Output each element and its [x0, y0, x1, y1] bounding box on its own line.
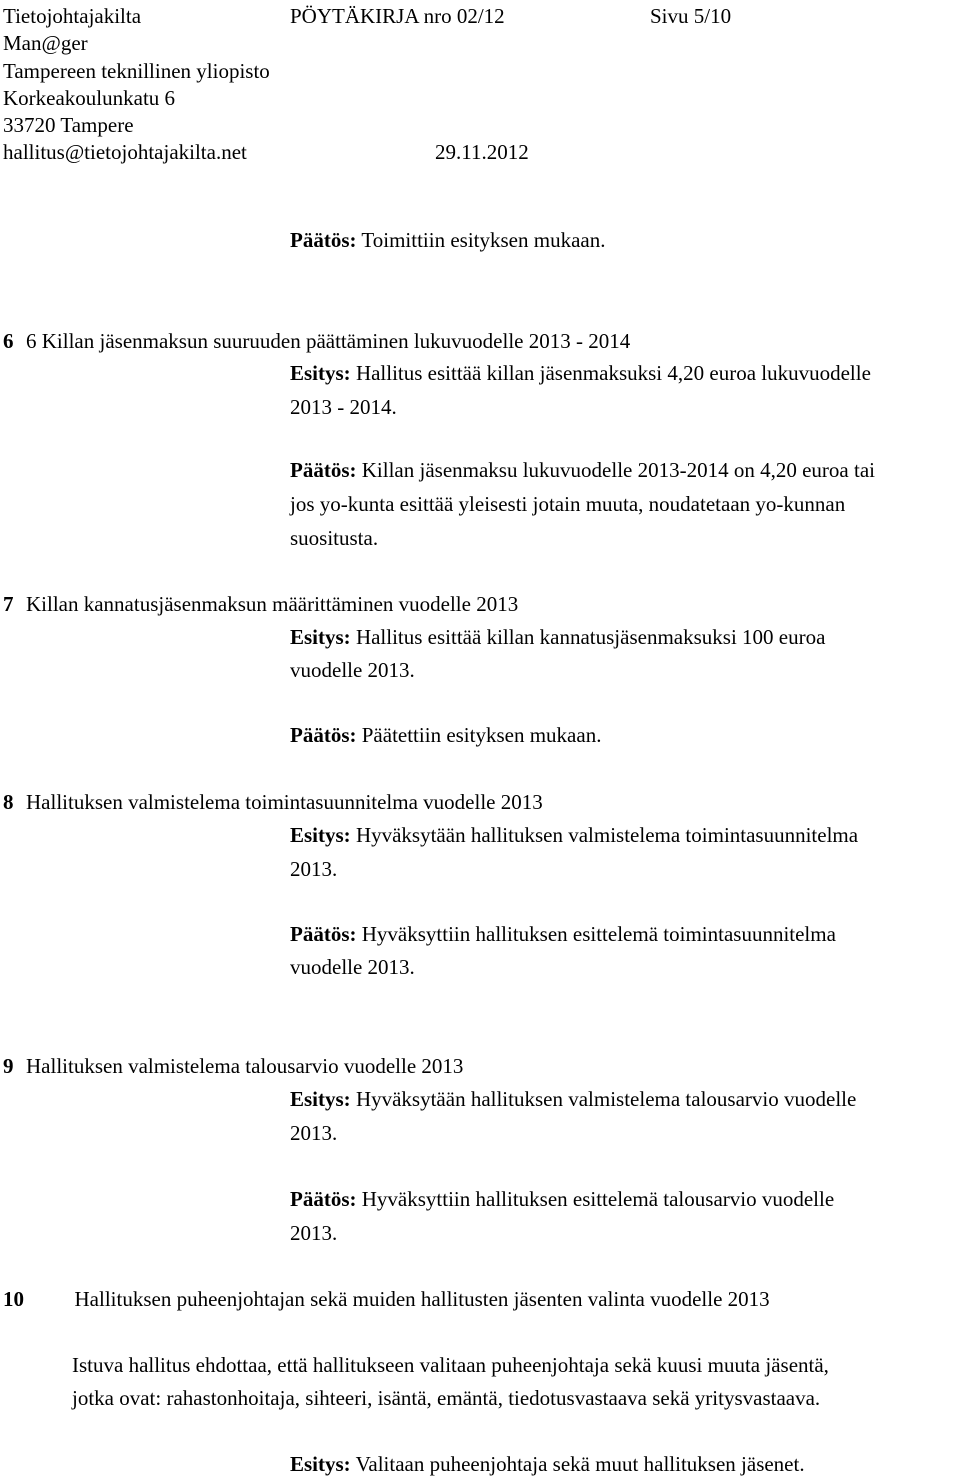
esitys-label: Esitys:: [290, 361, 351, 385]
section-6-esitys-line-2: 2013 - 2014.: [290, 395, 397, 419]
section-title: Hallituksen valmistelema talousarvio vuodelle 2013: [26, 1054, 464, 1078]
paatos-text: Hyväksyttiin hallituksen esittelemä toimintasuunnitelma: [361, 922, 836, 946]
section-7-paatos-line-1: [290, 719, 601, 752]
section-number: 9: [3, 1054, 14, 1078]
paatos-text: Päätettiin esityksen mukaan.: [361, 723, 602, 747]
section-number: 7: [3, 592, 14, 616]
header-email: hallitus@tietojohtajakilta.net: [3, 140, 247, 164]
paatos-text: Hyväksyttiin hallituksen esittelemä talousarvio vuodelle: [361, 1187, 835, 1211]
esitys-label: Esitys:: [290, 823, 351, 847]
section-6-paatos-line-1: [290, 454, 875, 487]
section-9-esitys-line-1: [290, 1083, 856, 1116]
section-title: 6 Killan jäsenmaksun suuruuden päättäminen lukuvuodelle 2013 - 2014: [26, 329, 631, 353]
section-number: 8: [3, 790, 14, 814]
esitys-label: Esitys:: [290, 1452, 351, 1476]
section-6-paatos-line-3: suositusta.: [290, 526, 379, 550]
section-8-paatos-line-1: [290, 918, 836, 951]
paatos-text: Killan jäsenmaksu lukuvuodelle 2013-2014 on 4,20 euroa tai: [361, 458, 875, 482]
esitys-label: Esitys:: [290, 1087, 351, 1111]
esitys-text: Hyväksytään hallituksen valmistelema talousarvio vuodelle: [355, 1087, 857, 1111]
esitys-text: Hyväksytään hallituksen valmistelema toimintasuunnitelma: [355, 823, 859, 847]
section-9-paatos-line-2: 2013.: [290, 1221, 338, 1245]
top-decision: [290, 224, 605, 257]
section-6-esitys-line-1: [290, 357, 871, 390]
paatos-label: Päätös:: [290, 228, 357, 252]
paatos-label: Päätös:: [290, 1187, 357, 1211]
header-date: 29.11.2012: [435, 140, 529, 164]
esitys-text: Valitaan puheenjohtaja sekä muut hallituksen jäsenet.: [355, 1452, 805, 1476]
section-6-paatos-line-2: jos yo-kunta esittää yleisesti jotain muuta, noudatetaan yo-kunnan: [290, 492, 846, 516]
section-9-heading: [3, 1050, 463, 1083]
section-10-heading: [3, 1283, 770, 1316]
paatos-label: Päätös:: [290, 723, 357, 747]
section-8-paatos-line-2: vuodelle 2013.: [290, 955, 415, 979]
section-9-esitys-line-2: 2013.: [290, 1121, 338, 1145]
section-8-esitys-line-2: 2013.: [290, 857, 338, 881]
header-doc-title: PÖYTÄKIRJA nro 02/12: [290, 4, 505, 28]
section-8-esitys-line-1: [290, 819, 858, 852]
section-6-heading: [3, 325, 630, 358]
section-number: 6: [3, 329, 14, 353]
header-street: Korkeakoulunkatu 6: [3, 86, 176, 110]
paatos-label: Päätös:: [290, 922, 357, 946]
section-9-paatos-line-1: [290, 1183, 834, 1216]
header-university: Tampereen teknillinen yliopisto: [3, 59, 270, 83]
esitys-text: Hallitus esittää killan kannatusjäsenmaksuksi 100 euroa: [355, 625, 826, 649]
section-10-esitys-line-1: [290, 1448, 805, 1481]
header-postal: 33720 Tampere: [3, 113, 134, 137]
section-title: Hallituksen valmistelema toimintasuunnitelma vuodelle 2013: [26, 790, 543, 814]
esitys-text: Hallitus esittää killan jäsenmaksuksi 4,20 euroa lukuvuodelle: [355, 361, 871, 385]
section-10-body-line-1: Istuva hallitus ehdottaa, että hallitukseen valitaan puheenjohtaja sekä kuusi muuta jäsentä,: [72, 1353, 829, 1377]
section-title: Killan kannatusjäsenmaksun määrittäminen vuodelle 2013: [26, 592, 519, 616]
header-org: Tietojohtajakilta: [3, 4, 142, 28]
header-unit: Man@ger: [3, 31, 88, 55]
header-page-number: Sivu 5/10: [650, 4, 732, 28]
section-7-esitys-line-1: [290, 621, 825, 654]
esitys-label: Esitys:: [290, 625, 351, 649]
section-8-heading: [3, 786, 543, 819]
section-number: 10: [3, 1287, 24, 1311]
section-title: Hallituksen puheenjohtajan sekä muiden hallitusten jäsenten valinta vuodelle 2013: [74, 1287, 770, 1311]
section-10-body-line-2: jotka ovat: rahastonhoitaja, sihteeri, isäntä, emäntä, tiedotusvastaava sekä yritysvastaava.: [72, 1386, 821, 1410]
paatos-label: Päätös:: [290, 458, 357, 482]
top-decision-text: Toimittiin esityksen mukaan.: [361, 228, 606, 252]
section-7-heading: [3, 588, 518, 621]
section-7-esitys-line-2: vuodelle 2013.: [290, 658, 415, 682]
